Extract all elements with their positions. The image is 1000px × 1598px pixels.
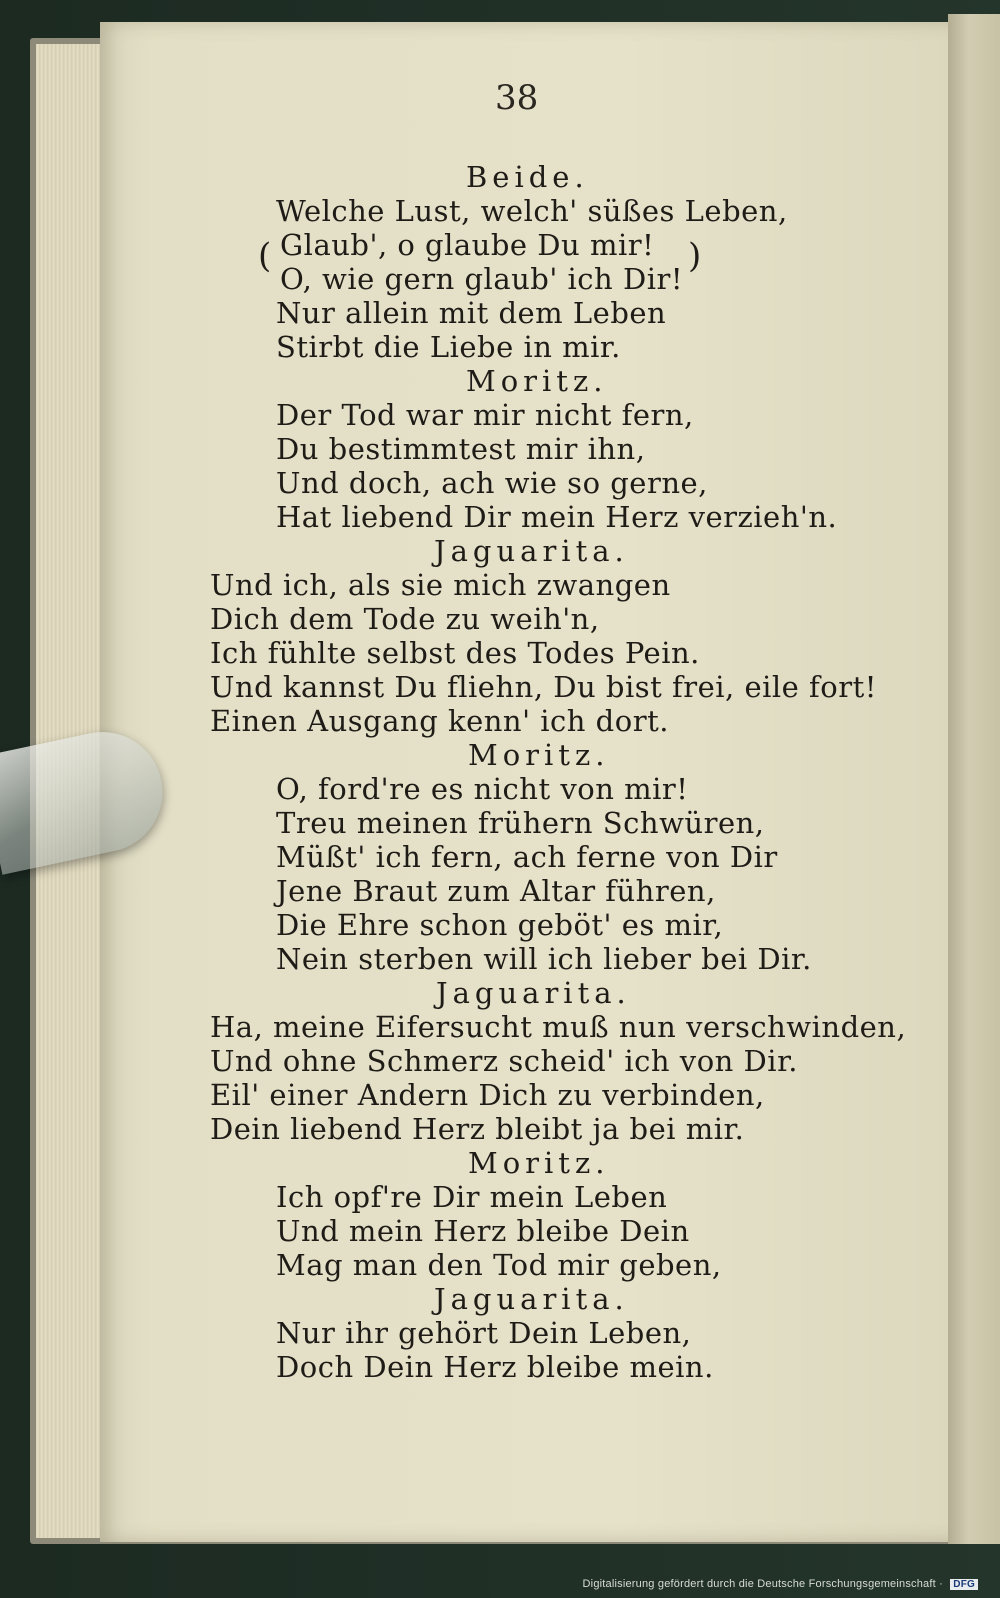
verse-line: Und ohne Schmerz scheid' ich von Dir. <box>210 1044 798 1078</box>
verse-line: Glaub', o glaube Du mir! <box>280 228 655 262</box>
footer-credit: Digitalisierung gefördert durch die Deutsche Forschungsgemeinschaft · DFG <box>583 1578 978 1590</box>
verse-line: Doch Dein Herz bleibe mein. <box>276 1350 714 1384</box>
verse-line: Einen Ausgang kenn' ich dort. <box>210 704 669 738</box>
verse-line: Die Ehre schon geböt' es mir, <box>276 908 724 942</box>
verse-line: Welche Lust, welch' süßes Leben, <box>276 194 788 228</box>
verse-line: Ich fühlte selbst des Todes Pein. <box>210 636 700 670</box>
verse-line: Der Tod war mir nicht fern, <box>276 398 694 432</box>
speaker-name: Moritz. <box>466 364 608 398</box>
verse-line: O, wie gern glaub' ich Dir! <box>280 262 683 296</box>
verse-line: Jene Braut zum Altar führen, <box>276 874 716 908</box>
verse-line: Ich opf're Dir mein Leben <box>276 1180 668 1214</box>
verse-line: Und ich, als sie mich zwangen <box>210 568 671 602</box>
speaker-name: Beide. <box>466 160 589 194</box>
verse-line: Und doch, ach wie so gerne, <box>276 466 708 500</box>
verse-line: Nur allein mit dem Leben <box>276 296 667 330</box>
verse-line: Nur ihr gehört Dein Leben, <box>276 1316 692 1350</box>
speaker-name: Moritz. <box>468 738 610 772</box>
verse-line: Treu meinen frühern Schwüren, <box>276 806 765 840</box>
verse-line: Nein sterben will ich lieber bei Dir. <box>276 942 812 976</box>
speaker-name: Jaguarita. <box>434 1282 629 1316</box>
right-brace: ) <box>688 236 702 276</box>
speaker-name: Jaguarita. <box>434 534 629 568</box>
left-brace: ( <box>258 236 272 276</box>
footer-credit-text: Digitalisierung gefördert durch die Deutsche Forschungsgemeinschaft <box>582 1578 936 1590</box>
verse-line: Stirbt die Liebe in mir. <box>276 330 621 364</box>
verse-line: Eil' einer Andern Dich zu verbinden, <box>210 1078 765 1112</box>
verse-line: Du bestimmtest mir ihn, <box>276 432 646 466</box>
verse-line: Ha, meine Eifersucht muß nun verschwinden, <box>210 1010 907 1044</box>
page-number: 38 <box>495 78 539 118</box>
verse-line: Dein liebend Herz bleibt ja bei mir. <box>210 1112 745 1146</box>
speaker-name: Jaguarita. <box>436 976 631 1010</box>
verse-line: Müßt' ich fern, ach ferne von Dir <box>276 840 778 874</box>
verse-line: Dich dem Tode zu weih'n, <box>210 602 600 636</box>
verse-line: O, ford're es nicht von mir! <box>276 772 689 806</box>
facing-page-edge <box>948 14 1000 1544</box>
dfg-logo: DFG <box>950 1579 978 1590</box>
verse-line: Und kannst Du fliehn, Du bist frei, eile fort! <box>210 670 877 704</box>
verse-line: Und mein Herz bleibe Dein <box>276 1214 690 1248</box>
speaker-name: Moritz. <box>468 1146 610 1180</box>
verse-line: Hat liebend Dir mein Herz verzieh'n. <box>276 500 838 534</box>
verse-line: Mag man den Tod mir geben, <box>276 1248 722 1282</box>
